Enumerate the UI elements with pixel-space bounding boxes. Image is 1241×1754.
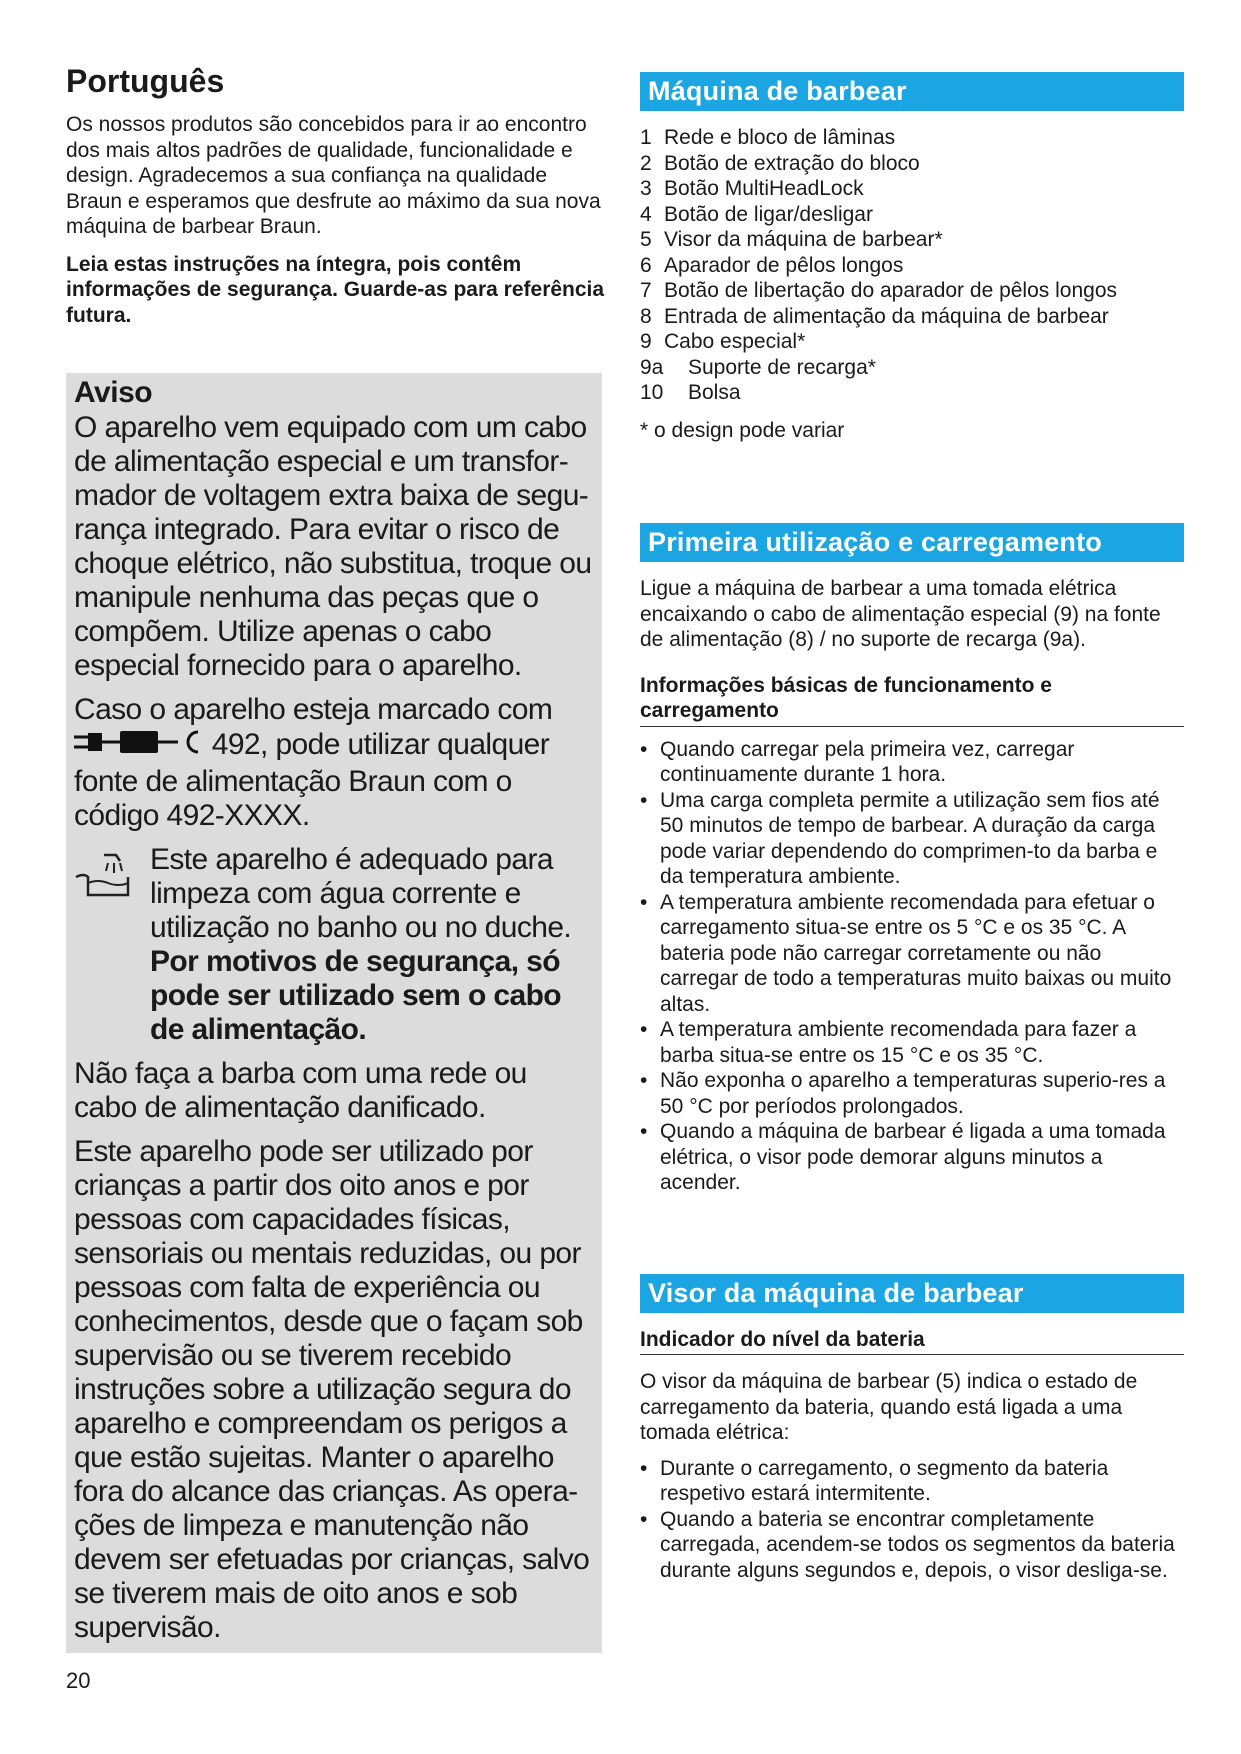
part-item (640, 202, 1184, 228)
subheading-battery-indicator: Indicador do nível da bateria (640, 1327, 1184, 1356)
part-number: 8 (640, 304, 652, 328)
part-label: Entrada de alimentação da máquina de barbear (664, 304, 1109, 328)
warning-paragraph-1: O aparelho vem equipado com um cabo de alimentação especial e um transfor-mador de voltagem extra baixa de segu-rança integrado. Para evitar o risco de choque elétrico, não substitua, troque ou manipule nenhuma das peças que o compõem. Utilize apenas o cabo especial fornecido para o aparelho. (74, 411, 592, 682)
first-use-paragraph: Ligue a máquina de barbear a uma tomada elétrica encaixando o cabo de alimentação especial (9) na fonte de alimentação (8) / no suporte de recarga (9a). (640, 577, 1161, 651)
first-use-bullets (640, 737, 1184, 1196)
display-paragraph: O visor da máquina de barbear (5) indica o estado de carregamento da bateria, quando está ligada a uma tomada elétrica: (640, 1370, 1138, 1444)
part-label: Botão de ligar/desligar (664, 202, 873, 226)
display-bullets (640, 1456, 1184, 1584)
bath-text-normal: Este aparelho é adequado para limpeza com água corrente e utilização no banho ou no duche. (150, 843, 572, 944)
section-heading-display: Visor da máquina de barbear (640, 1274, 1184, 1313)
intro-paragraph: Os nossos produtos são concebidos para ir ao encontro dos mais altos padrões de qualidade, funcionalidade e design. Agradecemos a sua confiança na qualidade Braun e esperamos que desfrute ao máximo da sua nova máquina de barbear Braun. (66, 113, 601, 239)
bullet-item: • Quando a máquina de barbear é ligada a uma tomada elétrica, o visor pode demorar alguns minutos a acender. (640, 1119, 1184, 1196)
bath-shower-icon (74, 843, 150, 910)
subheading-basic-info: Informações básicas de funcionamento e carregamento (640, 673, 1184, 727)
part-item (640, 329, 1184, 355)
bullet-item: • Quando a bateria se encontrar completamente carregada, acendem-se todos os segmentos da bateria durante alguns segundos e, depois, o visor desliga-se. (640, 1507, 1184, 1584)
warning-paragraph-2 (74, 693, 594, 833)
part-label: Rede e bloco de lâminas (664, 126, 896, 149)
part-number: 4 (640, 202, 652, 226)
part-number: 2 (640, 151, 652, 175)
warning-box (66, 373, 602, 1653)
part-item (640, 125, 1184, 151)
bullet-item: • A temperatura ambiente recomendada para fazer a barba situa-se entre os 15 °C e os 35 °C. (640, 1017, 1184, 1068)
part-item (640, 227, 1184, 253)
section-heading-first-use: Primeira utilização e carregamento (640, 523, 1184, 562)
warning-title: Aviso (74, 376, 153, 409)
bullet-item: • Não exponha o aparelho a temperaturas superio-res a 50 °C por períodos prolongados. (640, 1068, 1184, 1119)
part-label: Visor da máquina de barbear* (664, 228, 943, 251)
part-number: 3 (640, 177, 652, 200)
part-number: 6 (640, 253, 652, 277)
left-column (66, 62, 606, 328)
intro-bold-paragraph: Leia estas instruções na íntegra, pois contêm informações de segurança. Guarde-as para referência futura. (66, 252, 605, 327)
part-item (640, 253, 1184, 279)
bullet-item: • Quando carregar pela primeira vez, carregar continuamente durante 1 hora. (640, 737, 1184, 788)
part-label: Cabo especial* (664, 330, 806, 353)
part-label: Botão de libertação do aparador de pêlos longos (664, 279, 1117, 302)
part-label: Bolsa (688, 381, 741, 404)
bath-section (74, 843, 594, 1047)
part-number: 1 (640, 126, 652, 149)
part-item (640, 304, 1184, 330)
part-label: Botão MultiHeadLock (664, 177, 864, 200)
page-number: 20 (66, 1668, 91, 1693)
right-column (640, 72, 1184, 1583)
part-number: 7 (640, 279, 652, 302)
warning-paragraph-3: Não faça a barba com uma rede ou cabo de alimentação danificado. (74, 1057, 527, 1124)
bath-text (150, 843, 594, 1047)
bullet-item: • Durante o carregamento, o segmento da bateria respetivo estará intermitente. (640, 1456, 1184, 1507)
part-item (640, 176, 1184, 202)
part-number: 10 (640, 381, 664, 404)
part-number: 9 (640, 330, 652, 353)
bullet-item: • Uma carga completa permite a utilização sem fios até 50 minutos de tempo de barbear. A duração da carga pode variar dependendo do comprimen-to da barba e da temperatura ambiente. (640, 788, 1184, 890)
part-number: 9a (640, 355, 664, 379)
section-heading-shaver: Máquina de barbear (640, 72, 1184, 111)
part-label: Botão de extração do bloco (664, 151, 920, 175)
part-item (640, 355, 1184, 381)
part-item (640, 380, 1184, 406)
part-label: Suporte de recarga* (688, 355, 876, 379)
power-supply-icon (74, 727, 204, 765)
design-note: * o design pode variar (640, 418, 845, 442)
part-number: 5 (640, 228, 652, 251)
warning-paragraph-2a: Caso o aparelho esteja marcado com (74, 693, 553, 726)
parts-list (640, 125, 1184, 406)
warning-paragraph-2b: 492, pode utilizar qualquer fonte de alimentação Braun com o código 492-XXXX. (74, 727, 550, 832)
part-item (640, 151, 1184, 177)
bullet-item: • A temperatura ambiente recomendada para efetuar o carregamento situa-se entre os 5 °C e os 35 °C. A bateria pode não carregar corretamente ou não carregar de todo a temperaturas muito baixas ou muito altas. (640, 890, 1184, 1018)
part-label: Aparador de pêlos longos (664, 253, 904, 277)
warning-paragraph-4: Este aparelho pode ser utilizado por crianças a partir dos oito anos e por pessoas com capacidades físicas, sensoriais ou mentais reduzidas, ou por pessoas com falta de experiência ou conhecimentos, desde que o façam sob supervisão ou se tiverem recebido instruções sobre a utilização segura do aparelho e compreendam os perigos a que estão sujeitas. Manter o aparelho fora do alcance das crianças. As opera-ções de limpeza e manutenção não devem ser efetuadas por crianças, salvo se tiverem mais de oito anos e sob supervisão. (74, 1135, 590, 1644)
page-title: Português (66, 63, 225, 99)
bath-text-bold: Por motivos de segurança, só pode ser utilizado sem o cabo de alimentação. (150, 945, 562, 1046)
part-item (640, 278, 1184, 304)
